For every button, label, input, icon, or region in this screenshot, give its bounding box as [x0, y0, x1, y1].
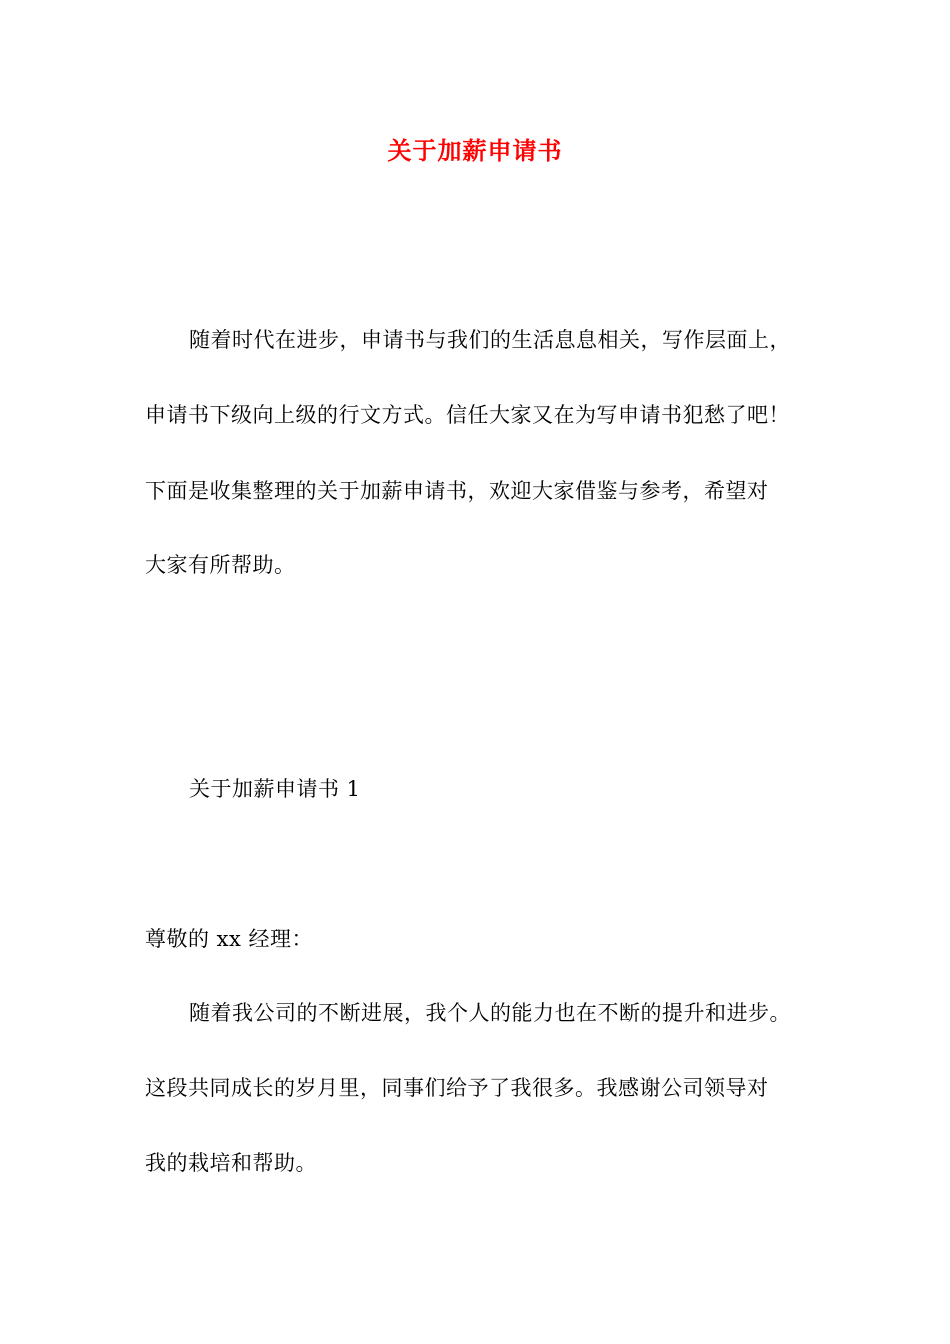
intro-line-1: 随着时代在进步，申请书与我们的生活息息相关，写作层面上，	[189, 328, 791, 352]
section-heading: 关于加薪申请书 1	[189, 777, 361, 801]
salutation: 尊敬的 xx 经理：	[145, 927, 314, 951]
intro-line-3: 下面是收集整理的关于加薪申请书，欢迎大家借鉴与参考，希望对	[145, 479, 769, 503]
intro-line-2: 申请书下级向上级的行文方式。信任大家又在为写申请书犯愁了吧！	[145, 403, 790, 427]
body-line-1: 随着我公司的不断进展，我个人的能力也在不断的提升和进步。	[189, 1001, 791, 1025]
body-line-2: 这段共同成长的岁月里，同事们给予了我很多。我感谢公司领导对	[145, 1076, 769, 1100]
body-line-3: 我的栽培和帮助。	[145, 1151, 317, 1175]
intro-line-4: 大家有所帮助。	[145, 553, 296, 577]
document-title: 关于加薪申请书	[387, 137, 563, 165]
